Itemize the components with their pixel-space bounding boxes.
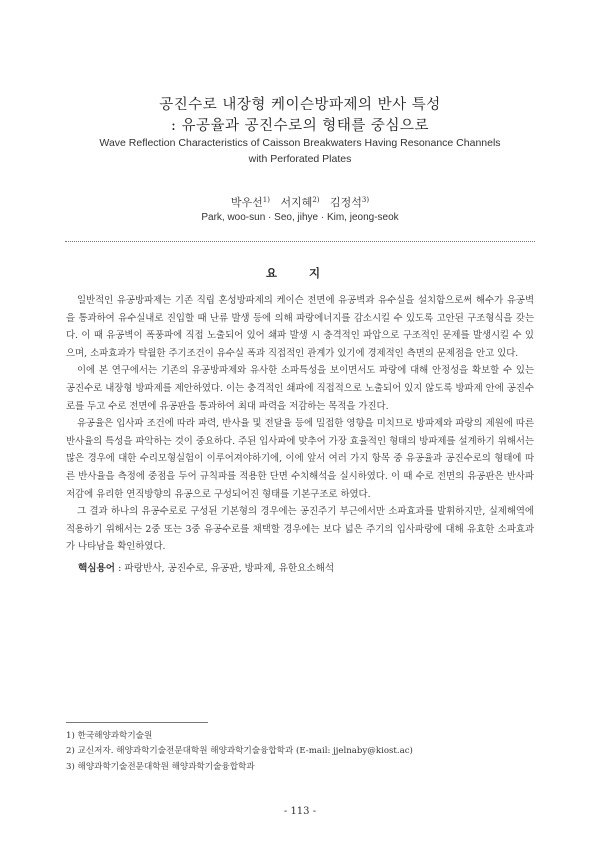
abstract-paragraph: 일반적인 유공방파제는 기존 직립 혼성방파제의 케이슨 전면에 유공벽과 유수실을 설치함으로써 해수가 유공벽을 통과하여 유수실내로 진입할 때 난류 발생 등에 의해 파랑에너지를 감소시킬 수 있도록 고안된 구조형식을 갖는다. 이 때 유공벽이 폭풍파에 직접 노출되어 있어 쇄파 발생 시 충격적인 파압으로 구조적인 문제를 발생시킬 수 있으며, 소파효과가 탁월한 주기조건이 유수실 폭과 직접적인 관계가 있기에 경제적인 측면의 문제점을 안고 있다. [66,295,534,359]
keywords-label: 핵심용어 [78,563,116,574]
keywords [78,560,538,574]
footnote-rule [66,722,208,723]
author-footnote-mark: 1) [262,196,270,204]
footnote: 1) 한국해양과학기술원 [66,731,153,741]
footnotes [66,729,536,775]
author-name: 김정석 [330,196,362,209]
title-english-line1: Wave Reflection Characteristics of Caisson Breakwaters Having Resonance Channels [99,137,501,149]
title-korean-line2: : 유공율과 공진수로의 형태를 중심으로 [171,118,429,134]
authors-english: Park, woo-sun · Seo, jihye · Kim, jeong-seok [201,212,399,223]
author-footnote-mark: 3) [361,196,370,204]
author-name: 서지혜 [280,196,313,209]
footnote: 2) 교신저자. 해양과학기술전문대학원 해양과학기술융합학과 (E-mail: jjelnaby@kiost.ac) [66,746,413,757]
author-name: 박우선 [230,196,263,209]
author-footnote-mark: 2) [312,196,320,204]
section-divider [65,241,535,242]
authors-korean [0,194,600,210]
title-korean-line1: 공진수로 내장형 케이슨방파제의 반사 특성 [159,97,441,113]
title-english-line2: with Perforated Plates [248,153,352,165]
abstract-paragraph: 이에 본 연구에서는 기존의 유공방파제와 유사한 소파특성을 보이면서도 파랑에 대해 안정성을 확보할 수 있는 공진수로 내장형 방파제를 제안하였다. 이는 충격적인 쇄파에 직접적으로 노출되어 있지 않도록 방파제 안에 공진수로를 두고 수로 전면에 유공판을 통과하여 최대 파력을 저감하는 목적을 가진다. [66,365,534,412]
abstract-body [66,292,534,556]
page-number: - 113 - [283,806,317,817]
footnote: 3) 해양과학기술전문대학원 해양과학기술융합학과 [66,761,255,772]
abstract-heading: 요 지 [265,266,335,280]
abstract-paragraph: 그 결과 하나의 유공수로로 구성된 기본형의 경우에는 공진주기 부근에서만 소파효과를 발휘하지만, 실제해역에 적용하기 위해서는 2중 또는 3중 유공수로를 채택할 경우에는 보다 넓은 주기의 입사파랑에 대해 유효한 소파효과가 나타남을 확인하였다. [66,506,534,553]
abstract-paragraph: 유공율은 입사파 조건에 따라 파력, 반사율 및 전달율 등에 밀접한 영향을 미치므로 방파제와 파랑의 제원에 따른 반사율의 특성을 파악하는 것이 중요하다. 주된 입사파에 맞추어 가장 효율적인 형태의 방파제를 설계하기 위해서는 많은 경우에 대한 수리모형실험이 이루어져야하기에, 이에 앞서 여러 가지 항목 중 유공율과 공진수로의 형태에 따른 반사율을 측정에 중점을 두어 규칙파를 적용한 단면 수치해석을 실시하였다. 이 때 수로 전면의 유공판은 반사파 저감에 유리한 연직방향의 유공으로 구성되어진 형태를 기본구조로 하였다. [66,418,534,500]
keywords-text: 파랑반사, 공진수로, 유공판, 방파제, 유한요소해석 [124,563,335,574]
keywords-separator: : [115,563,125,574]
